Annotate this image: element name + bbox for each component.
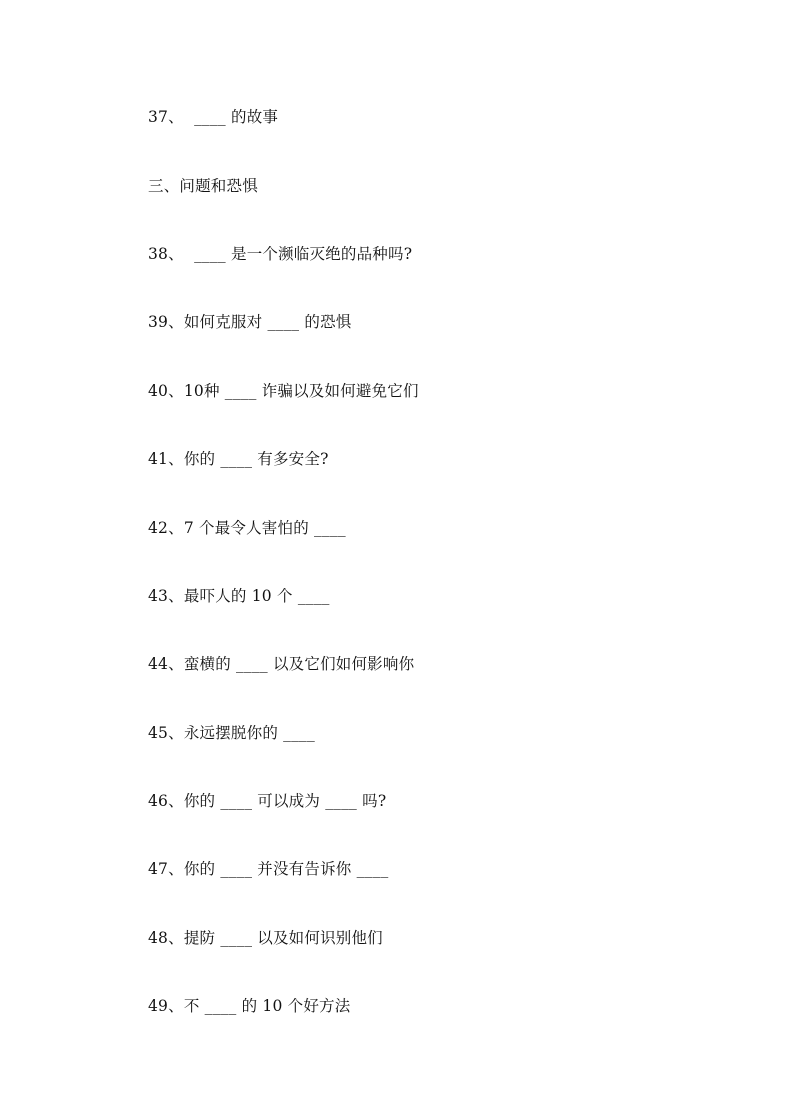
list-item-42: 42、7 个最令人害怕的 ____ <box>148 519 346 537</box>
list-item-43: 43、最吓人的 10 个 ____ <box>148 587 330 605</box>
list-item-49: 49、不 ____ 的 10 个好方法 <box>148 997 351 1015</box>
list-item-40: 40、10种 ____ 诈骗以及如何避免它们 <box>148 382 419 400</box>
list-item-39: 39、如何克服对 ____ 的恐惧 <box>148 313 352 331</box>
list-item-46: 46、你的 ____ 可以成为 ____ 吗? <box>148 792 387 810</box>
section-heading-questions-and-fears: 三、问题和恐惧 <box>148 177 258 195</box>
list-item-44: 44、蛮横的 ____ 以及它们如何影响你 <box>148 655 415 673</box>
list-item-38: 38、 ____ 是一个濒临灭绝的品种吗? <box>148 245 413 263</box>
list-item-45: 45、永远摆脱你的 ____ <box>148 724 315 742</box>
list-item-47: 47、你的 ____ 并没有告诉你 ____ <box>148 860 389 878</box>
list-item-41: 41、你的 ____ 有多安全? <box>148 450 329 468</box>
list-item-37: 37、 ____ 的故事 <box>148 108 279 126</box>
list-item-48: 48、提防 ____ 以及如何识别他们 <box>148 929 383 947</box>
